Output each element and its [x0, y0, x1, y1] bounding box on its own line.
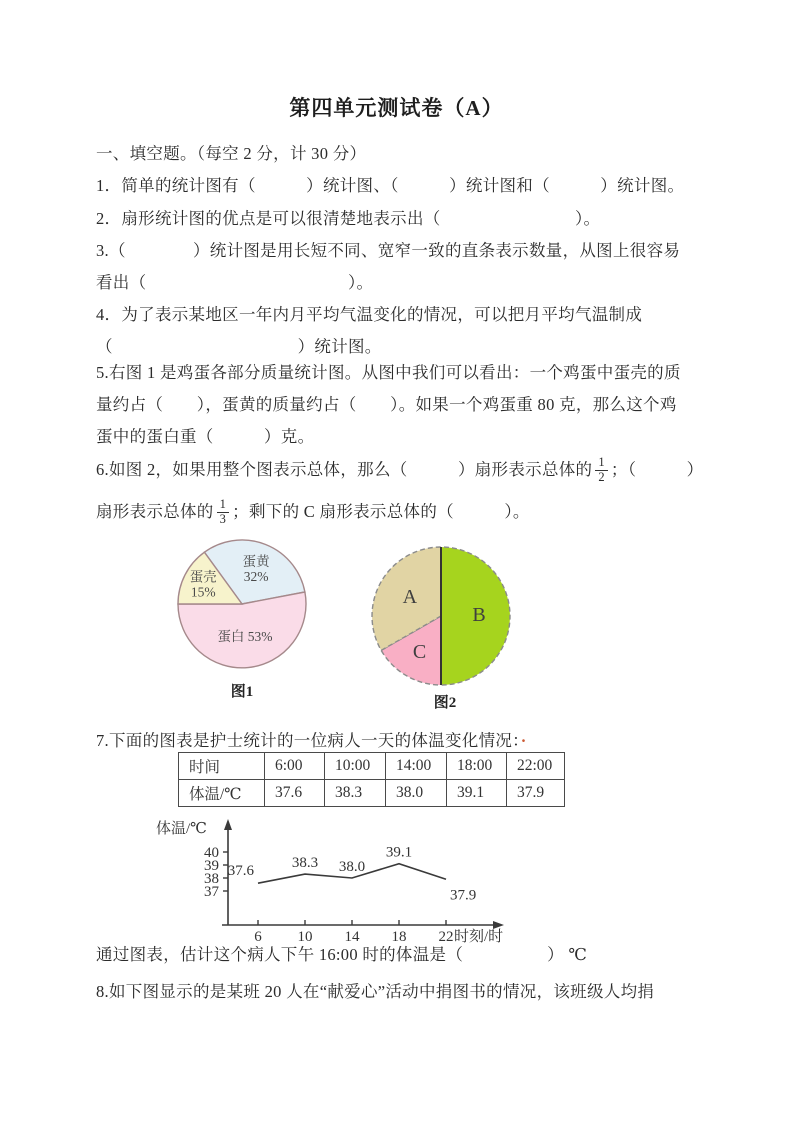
figure2-caption: 图2: [433, 695, 457, 711]
svg-text:38.3: 38.3: [291, 855, 319, 872]
table-row: [179, 780, 565, 807]
question-6-text-c: 扇形表示总体的: [96, 502, 214, 521]
question-3-line-2: 看出（ ）。: [96, 273, 374, 292]
table-cell: 22:00: [507, 753, 565, 780]
svg-text:37.9: 37.9: [450, 887, 477, 904]
stray-dot: ·: [520, 731, 527, 750]
svg-text:15%: 15%: [190, 584, 216, 600]
table-cell: 37.6: [265, 780, 325, 807]
question-7-followup: 通过图表，估计这个病人下午 16:00 时的体温是（ ） ℃: [96, 945, 588, 964]
table-cell: 6:00: [265, 753, 325, 780]
svg-text:体温/℃: 体温/℃: [156, 821, 207, 837]
table-cell: 39.1: [447, 780, 507, 807]
question-5-line-3: 蛋中的蛋白重（ ）克。: [96, 427, 315, 446]
svg-text:39: 39: [204, 858, 219, 874]
question-5-line-1: 5.右图 1 是鸡蛋各部分质量统计图。从图中我们可以看出：一个鸡蛋中蛋壳的质: [96, 363, 681, 382]
svg-text:32%: 32%: [243, 568, 269, 584]
question-6-text-a: 6.如图 2，如果用整个图表示总体，那么（ ）扇形表示总体的: [96, 460, 593, 479]
question-4-line-1: 4．为了表示某地区一年内月平均气温变化的情况，可以把月平均气温制成: [96, 305, 643, 324]
table-cell: 37.9: [507, 780, 565, 807]
question-6-text-d: ；剩下的 C 扇形表示总体的（ ）。: [232, 502, 530, 521]
svg-text:38.0: 38.0: [338, 859, 366, 875]
section-heading: 一、填空题。（每空 2 分，计 30 分）: [96, 144, 367, 163]
svg-text:6: 6: [254, 929, 262, 945]
question-6-text-b: ；（ ）: [610, 460, 704, 479]
svg-text:C: C: [412, 641, 427, 663]
svg-text:A: A: [402, 586, 418, 608]
question-7-text: 7.下面的图表是护士统计的一位病人一天的体温变化情况：: [96, 731, 521, 750]
svg-text:39.1: 39.1: [385, 844, 413, 861]
svg-text:10: 10: [297, 929, 313, 945]
fraction-one-third: $\frac{1}{3}$: [217, 498, 230, 527]
table-cell: 18:00: [447, 753, 507, 780]
question-4-line-2: （ ）统计图。: [96, 337, 382, 356]
figure2-sector-pie-chart: [366, 541, 516, 691]
table-cell: 10:00: [325, 753, 386, 780]
svg-text:时刻/时: 时刻/时: [454, 929, 504, 945]
svg-text:14: 14: [344, 929, 360, 945]
table-cell: 38.0: [386, 780, 447, 807]
svg-text:蛋黄: 蛋黄: [242, 553, 270, 569]
table-cell: 14:00: [386, 753, 447, 780]
figure1-egg-pie-chart: [167, 529, 317, 679]
figure1-caption: 图1: [230, 684, 254, 700]
table-cell: 体温/℃: [179, 780, 265, 807]
table-row: [179, 753, 565, 780]
svg-text:37.6: 37.6: [227, 863, 254, 880]
svg-text:40: 40: [204, 845, 219, 861]
svg-text:38: 38: [204, 871, 219, 887]
svg-text:22: 22: [438, 929, 454, 945]
table-cell: 时间: [179, 753, 265, 780]
question-1: 1．简单的统计图有（ ）统计图、（ ）统计图和（ ）统计图。: [96, 176, 685, 195]
question-6-line-1: [96, 456, 716, 485]
question-6-line-2: [96, 498, 716, 527]
svg-text:蛋白 53%: 蛋白 53%: [217, 628, 273, 644]
fraction-one-half: $\frac{1}{2}$: [595, 456, 608, 485]
svg-text:蛋壳: 蛋壳: [189, 569, 217, 585]
page-title: 第四单元测试卷（A）: [289, 96, 504, 120]
temperature-line-chart: [148, 813, 548, 953]
question-5-line-2: 量约占（ ），蛋黄的质量约占（ ）。如果一个鸡蛋重 80 克，那么这个鸡: [96, 395, 677, 414]
svg-text:18: 18: [391, 929, 407, 945]
question-3-line-1: 3.（ ）统计图是用长短不同、宽窄一致的直条表示数量，从图上很容易: [96, 241, 681, 260]
question-8: 8.如下图显示的是某班 20 人在“献爱心”活动中捐图书的情况，该班级人均捐: [96, 982, 655, 1001]
svg-text:37: 37: [204, 884, 219, 900]
table-cell: 38.3: [325, 780, 386, 807]
question-2: 2．扇形统计图的优点是可以很清楚地表示出（ ）。: [96, 209, 601, 228]
temperature-table: [178, 752, 565, 807]
question-7: [96, 727, 716, 751]
svg-text:B: B: [472, 604, 486, 626]
